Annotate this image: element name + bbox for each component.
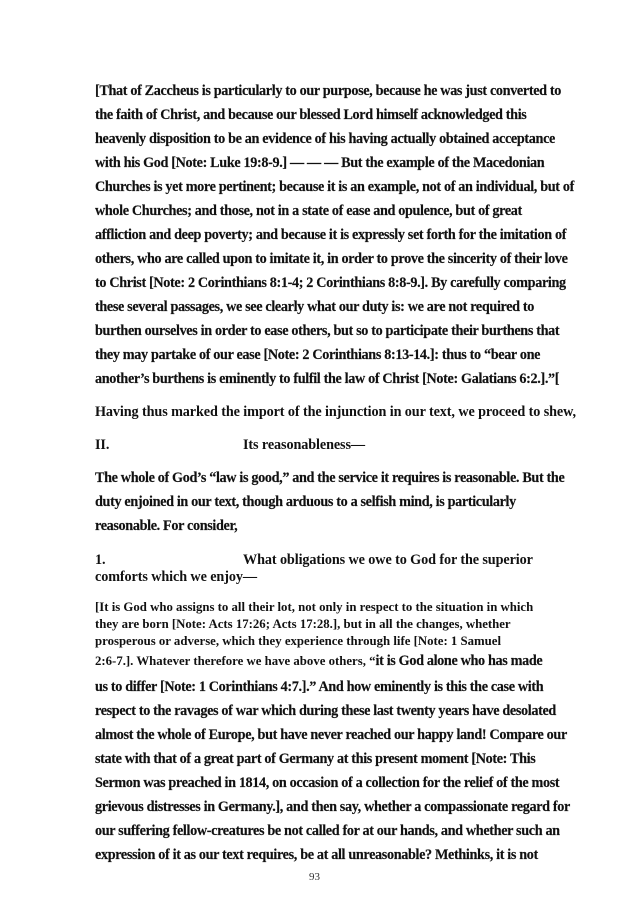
point-title-line-1: What obligations we owe to God for the superior — [243, 552, 533, 568]
point-heading — [95, 551, 533, 569]
para3-line-4-end: it is God alone who has made — [375, 653, 543, 669]
para3-line-10: grievous distresses in Germany.], and then say, whether a compassionate regard for — [95, 799, 570, 815]
para3-line-4-start: 2:6-7.]. Whatever therefore we have above others, “ — [95, 654, 376, 668]
para3-line-9: Sermon was preached in 1814, on occasion of a collection for the relief of the most — [95, 775, 560, 791]
point-number: 1. — [95, 552, 106, 568]
para1-line-4: with his God [Note: Luke 19:8-9.] — — — But the example of the Macedonian — [95, 155, 545, 171]
para1-line-1: [That of Zaccheus is particularly to our purpose, because he was just converted to — [95, 83, 562, 99]
para3-line-4 — [95, 654, 542, 669]
para1-line-10: these several passages, we see clearly what our duty is: we are not required to — [95, 299, 535, 315]
para1-line-2: the faith of Christ, and because our blessed Lord himself acknowledged this — [95, 107, 527, 123]
para3-line-8: state with that of a great part of Germany at this present moment [Note: This — [95, 751, 536, 767]
para1-line-13: another’s burthens is eminently to fulfil the law of Christ [Note: Galatians 6:2.].”[ — [95, 371, 560, 387]
transition-line: Having thus marked the import of the injunction in our text, we proceed to shew, — [95, 404, 576, 420]
para3-line-7: almost the whole of Europe, but have never reached our happy land! Compare our — [95, 727, 567, 743]
page-number: 93 — [309, 871, 320, 883]
para1-line-5: Churches is yet more pertinent; because it is an example, not of an individual, but of — [95, 179, 574, 195]
para1-line-3: heavenly disposition to be an evidence of his having actually obtained acceptance — [95, 131, 555, 147]
para1-line-11: burthen ourselves in order to ease others, but so to participate their burthens that — [95, 323, 560, 339]
para1-line-8: others, who are called upon to imitate it, in order to prove the sincerity of their love — [95, 251, 568, 267]
para2-line-1: The whole of God’s “law is good,” and the service it requires is reasonable. But the — [95, 470, 565, 486]
para1-line-12: they may partake of our ease [Note: 2 Corinthians 8:13-14.]: thus to “bear one — [95, 347, 541, 363]
point-title-line-2: comforts which we enjoy— — [95, 569, 257, 585]
para3-line-5: us to differ [Note: 1 Corinthians 4:7.].” And how eminently is this the case with — [95, 679, 544, 695]
para3-line-12: expression of it as our text requires, be at all unreasonable? Methinks, it is not — [95, 847, 538, 863]
para1-line-9: to Christ [Note: 2 Corinthians 8:1-4; 2 Corinthians 8:8-9.]. By carefully comparing — [95, 275, 566, 291]
para3-line-11: our suffering fellow-creatures be not called for at our hands, and whether such an — [95, 823, 560, 839]
para2-line-3: reasonable. For consider, — [95, 518, 238, 534]
para2-line-2: duty enjoined in our text, though arduous to a selfish mind, is particularly — [95, 494, 516, 510]
para3-line-3: prosperous or adverse, which they experience through life [Note: 1 Samuel — [95, 634, 502, 648]
para3-line-6: respect to the ravages of war which during these last twenty years have desolated — [95, 703, 556, 719]
section-number: II. — [95, 437, 110, 453]
para3-line-1: [It is God who assigns to all their lot, not only in respect to the situation in which — [95, 600, 534, 614]
para1-line-6: whole Churches; and those, not in a state of ease and opulence, but of great — [95, 203, 522, 219]
section-heading — [95, 436, 365, 454]
para3-line-2: they are born [Note: Acts 17:26; Acts 17:28.], but in all the changes, whether — [95, 617, 511, 631]
para1-line-7: affliction and deep poverty; and because it is expressly set forth for the imitation of — [95, 227, 567, 243]
section-title: Its reasonableness— — [243, 437, 365, 453]
